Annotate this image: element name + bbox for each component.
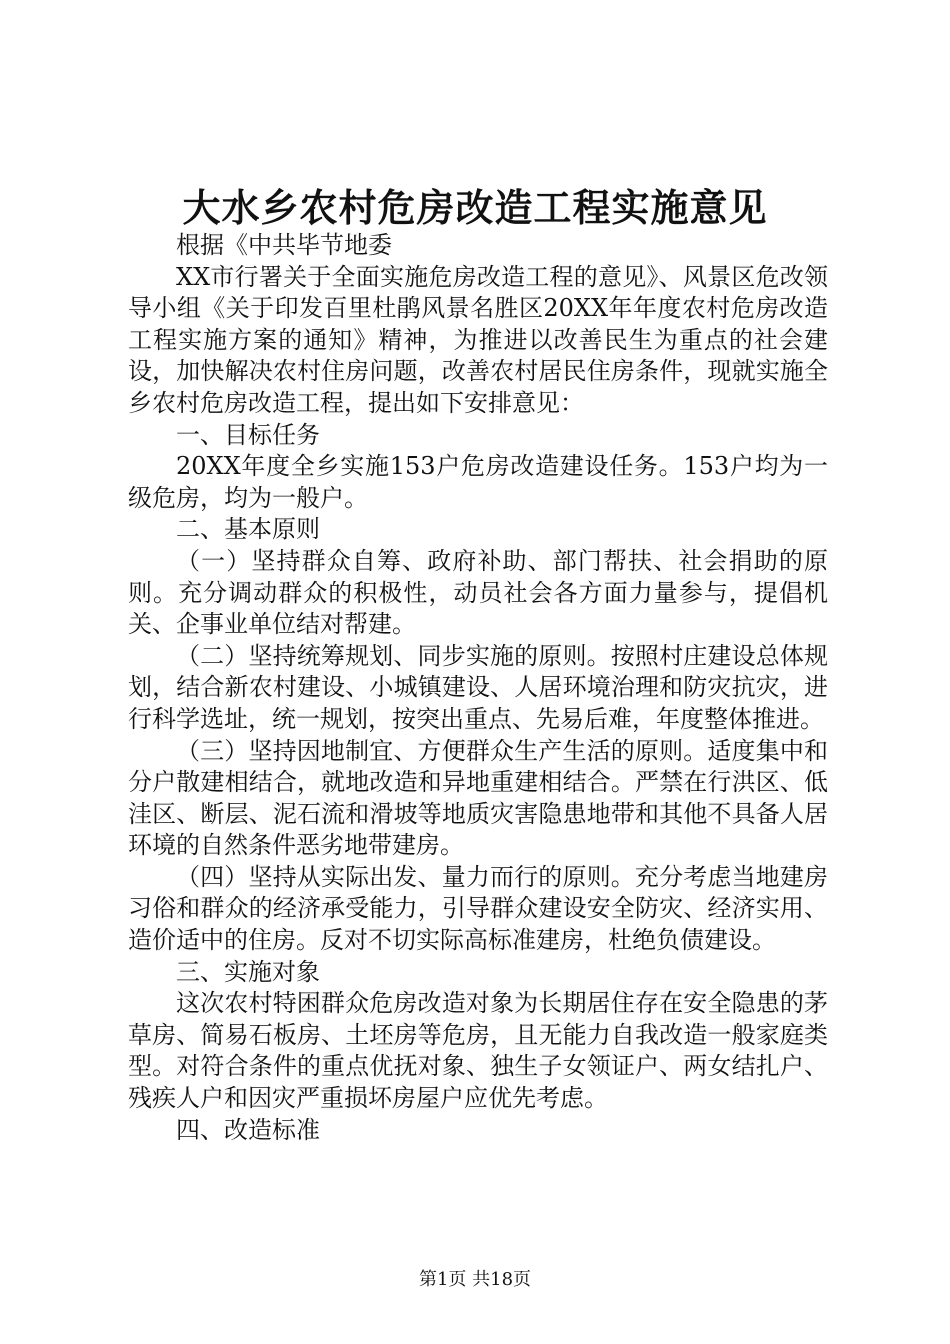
document-title: 大水乡农村危房改造工程实施意见	[182, 185, 768, 230]
paragraph: （四）坚持从实际出发、量力而行的原则。充分考虑当地建房习俗和群众的经济承受能力，引导群众建设安全防灾、经济实用、造价适中的住房。反对不切实际高标准建房，杜绝负债建设。	[128, 862, 828, 955]
paragraph: （一）坚持群众自筹、政府补助、部门帮扶、社会捐助的原则。充分调动群众的积极性，动员社会各方面力量参与，提倡机关、企事业单位结对帮建。	[128, 546, 828, 639]
paragraph: 20XX年度全乡实施153户危房改造建设任务。153户均为一级危房，均为一般户。	[128, 452, 828, 512]
section-heading: 一、目标任务	[176, 420, 320, 449]
paragraph: （三）坚持因地制宜、方便群众生产生活的原则。适度集中和分户散建相结合，就地改造和异地重建相结合。严禁在行洪区、低洼区、断层、泥石流和滑坡等地质灾害隐患地带和其他不具备人居环境的自然条件恶劣地带建房。	[128, 736, 828, 860]
paragraph: XX市行署关于全面实施危房改造工程的意见》、风景区危改领导小组《关于印发百里杜鹃风景名胜区20XX年年度农村危房改造工程实施方案的通知》精神，为推进以改善民生为重点的社会建设，加快解决农村住房问题，改善农村居民住房条件，现就实施全乡农村危房改造工程，提出如下安排意见：	[128, 262, 828, 417]
section-heading: 四、改造标准	[176, 1115, 320, 1144]
section-heading: 二、基本原则	[176, 515, 320, 544]
section-heading: 三、实施对象	[176, 957, 320, 986]
paragraph: 这次农村特困群众危房改造对象为长期居住存在安全隐患的茅草房、简易石板房、土坯房等危房，且无能力自我改造一般家庭类型。对符合条件的重点优抚对象、独生子女领证户、两女结扎户、残疾人户和因灾严重损坏房屋户应优先考虑。	[128, 989, 828, 1113]
paragraph: 根据《中共毕节地委	[176, 231, 392, 259]
document-body	[128, 230, 828, 1146]
page-footer: 第1页 共18页	[418, 1269, 532, 1290]
paragraph: （二）坚持统筹规划、同步实施的原则。按照村庄建设总体规划，结合新农村建设、小城镇建设、人居环境治理和防灾抗灾，进行科学选址，统一规划，按突出重点、先易后难，年度整体推进。	[128, 641, 828, 733]
